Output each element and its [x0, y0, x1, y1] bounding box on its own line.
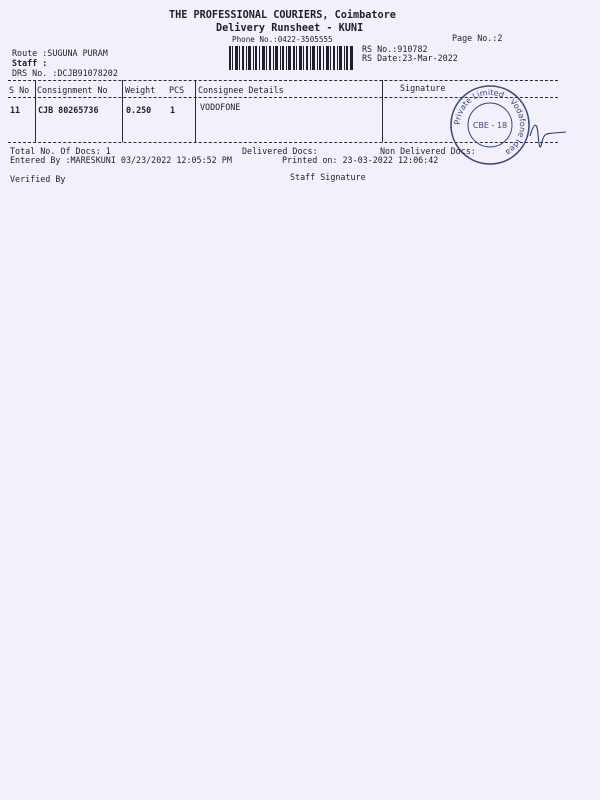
- column-divider: [122, 80, 123, 142]
- stamp-center-text: CBE - 18: [472, 121, 508, 130]
- table-top-rule: [8, 80, 558, 81]
- column-header-weight: Weight: [125, 85, 156, 95]
- company-name: THE PROFESSIONAL COURIERS, Coimbatore: [169, 10, 396, 21]
- delivered-docs: Delivered Docs:: [242, 146, 318, 156]
- column-header-pcs: PCS: [169, 85, 185, 95]
- row-pcs: 1: [170, 105, 176, 115]
- drs-number: DRS No. :DCJB91078202: [12, 68, 118, 78]
- column-header-consignee: Consignee Details: [198, 85, 284, 95]
- verified-by: Verified By: [10, 174, 66, 184]
- staff-signature: Staff Signature: [290, 172, 366, 182]
- runsheet-title: Delivery Runsheet - KUNI: [216, 23, 364, 34]
- row-weight: 0.250: [126, 105, 152, 115]
- rs-date: RS Date:23-Mar-2022: [362, 53, 458, 63]
- printed-on: Printed on: 23-03-2022 12:06:42: [282, 155, 439, 165]
- row-consignment: CJB 80265736: [38, 105, 99, 115]
- stamp-ring-text: Private Limited - Vodafone Idea: [452, 87, 528, 157]
- column-divider: [382, 80, 383, 142]
- non-delivered-docs: Non Delivered Docs:: [380, 146, 476, 156]
- rs-number: RS No.:910782: [362, 44, 428, 54]
- column-header-signature: Signature: [400, 83, 446, 93]
- column-header-consignment: Consignment No: [37, 85, 108, 95]
- entered-by: Entered By :MARESKUNI 03/23/2022 12:05:52 PM: [10, 155, 232, 165]
- column-divider: [195, 80, 196, 142]
- staff: Staff :: [12, 58, 48, 68]
- signature-scribble: [528, 118, 568, 154]
- page-number: Page No.:2: [452, 33, 503, 43]
- total-docs: Total No. Of Docs: 1: [10, 146, 111, 156]
- row-consignee: VODOFONE: [200, 102, 241, 112]
- column-header-sno: S No: [9, 85, 30, 95]
- phone-number: Phone No.:0422-3505555: [232, 35, 333, 44]
- column-divider: [35, 80, 36, 142]
- row-sno: 11: [10, 105, 21, 115]
- barcode: [229, 46, 353, 70]
- route: Route :SUGUNA PURAM: [12, 48, 108, 58]
